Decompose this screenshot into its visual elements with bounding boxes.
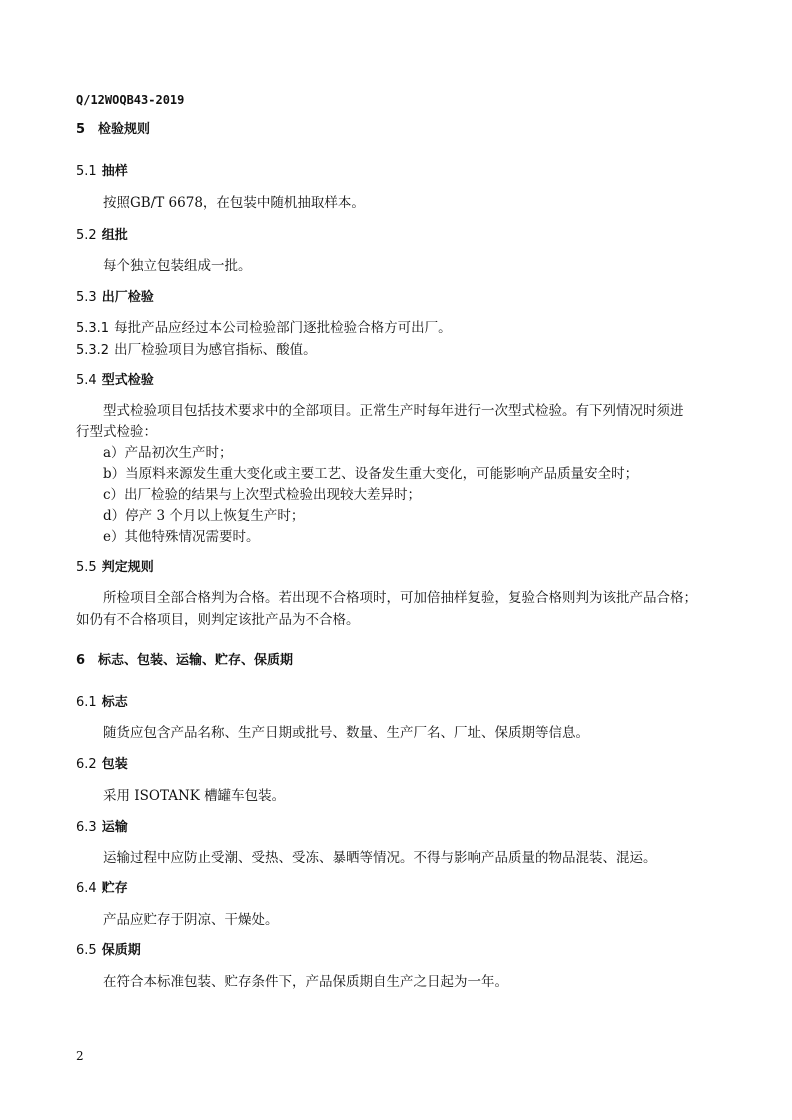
section-title: 检验规则 xyxy=(98,122,151,137)
clause-5-5-heading xyxy=(76,559,154,577)
list-text: 出厂检验的结果与上次型式检验出现较大差异时； xyxy=(124,487,422,503)
clause-title: 判定规则 xyxy=(101,560,154,575)
subclause-text: 出厂检验项目为感官指标、酸值。 xyxy=(114,342,317,358)
list-text: 停产 3 个月以上恢复生产时； xyxy=(125,508,305,524)
clause-title: 组批 xyxy=(101,228,128,243)
document-code: Q/12WOQB43-2019 xyxy=(76,93,185,107)
clause-6-1-body: 随货应包含产品名称、生产日期或批号、数量、生产厂名、厂址、保质期等信息。 xyxy=(103,725,589,741)
subclause-number: 5.3.2 xyxy=(76,343,110,358)
list-text: 产品初次生产时； xyxy=(124,445,233,461)
clause-5-3-1 xyxy=(76,319,452,337)
list-item xyxy=(103,486,421,504)
list-item xyxy=(103,507,304,525)
clause-6-1-heading xyxy=(76,694,128,712)
page-number: 2 xyxy=(76,1049,84,1063)
clause-5-3-2 xyxy=(76,341,317,359)
clause-6-5-body: 在符合本标准包装、贮存条件下，产品保质期自生产之日起为一年。 xyxy=(103,974,508,990)
clause-number: 6.5 xyxy=(76,943,97,958)
list-marker: b） xyxy=(103,466,126,482)
list-marker: e） xyxy=(103,529,125,545)
clause-number: 5.4 xyxy=(76,373,97,388)
clause-6-3-heading xyxy=(76,819,128,837)
clause-5-1-body: 按照GB/T 6678，在包装中随机抽取样本。 xyxy=(103,195,365,211)
list-text: 其他特殊情况需要时。 xyxy=(124,529,260,545)
clause-title: 贮存 xyxy=(101,881,128,896)
clause-number: 6.2 xyxy=(76,757,97,772)
clause-title: 型式检验 xyxy=(101,373,154,388)
clause-6-2-heading xyxy=(76,756,128,774)
subclause-number: 5.3.1 xyxy=(76,321,110,336)
clause-5-4-body-line-1: 型式检验项目包括技术要求中的全部项目。正常生产时每年进行一次型式检验。有下列情况时须进 xyxy=(103,403,684,419)
clause-number: 5.2 xyxy=(76,228,97,243)
clause-5-3-heading xyxy=(76,289,154,307)
clause-5-2-body: 每个独立包装组成一批。 xyxy=(103,258,252,274)
clause-5-2-heading xyxy=(76,227,128,245)
section-6-heading xyxy=(76,652,293,670)
list-item xyxy=(103,528,260,546)
list-item xyxy=(103,465,638,483)
clause-number: 6.4 xyxy=(76,881,97,896)
clause-title: 包装 xyxy=(101,757,128,772)
clause-5-4-body-line-2: 行型式检验： xyxy=(76,424,157,440)
clause-title: 出厂检验 xyxy=(101,290,154,305)
section-title: 标志、包装、运输、贮存、保质期 xyxy=(98,653,294,668)
clause-6-3-body: 运输过程中应防止受潮、受热、受冻、暴晒等情况。不得与影响产品质量的物品混装、混运。 xyxy=(103,850,657,866)
list-item xyxy=(103,444,233,462)
clause-number: 5.3 xyxy=(76,290,97,305)
list-text: 当原料来源发生重大变化或主要工艺、设备发生重大变化，可能影响产品质量安全时； xyxy=(125,466,639,482)
list-marker: d） xyxy=(103,508,126,524)
clause-title: 保质期 xyxy=(101,943,141,958)
clause-6-2-body: 采用 ISOTANK 槽罐车包装。 xyxy=(103,788,286,804)
list-marker: c） xyxy=(103,487,125,503)
clause-5-5-body-line-2: 如仍有不合格项目，则判定该批产品为不合格。 xyxy=(76,612,360,628)
clause-number: 5.5 xyxy=(76,560,97,575)
clause-number: 6.1 xyxy=(76,695,97,710)
section-number: 5 xyxy=(76,122,86,137)
clause-5-4-heading xyxy=(76,372,154,390)
clause-5-5-body-line-1: 所检项目全部合格判为合格。若出现不合格项时，可加倍抽样复验，复验合格则判为该批产品合格； xyxy=(103,590,697,606)
clause-6-4-body: 产品应贮存于阴凉、干燥处。 xyxy=(103,912,279,928)
clause-title: 标志 xyxy=(101,695,128,710)
clause-number: 5.1 xyxy=(76,164,97,179)
clause-title: 运输 xyxy=(101,820,128,835)
clause-5-1-heading xyxy=(76,163,128,181)
section-5-heading xyxy=(76,121,150,139)
clause-6-5-heading xyxy=(76,942,141,960)
clause-6-4-heading xyxy=(76,880,128,898)
clause-number: 6.3 xyxy=(76,820,97,835)
clause-title: 抽样 xyxy=(101,164,128,179)
list-marker: a） xyxy=(103,445,125,461)
subclause-text: 每批产品应经过本公司检验部门逐批检验合格方可出厂。 xyxy=(114,320,452,336)
section-number: 6 xyxy=(76,653,86,668)
